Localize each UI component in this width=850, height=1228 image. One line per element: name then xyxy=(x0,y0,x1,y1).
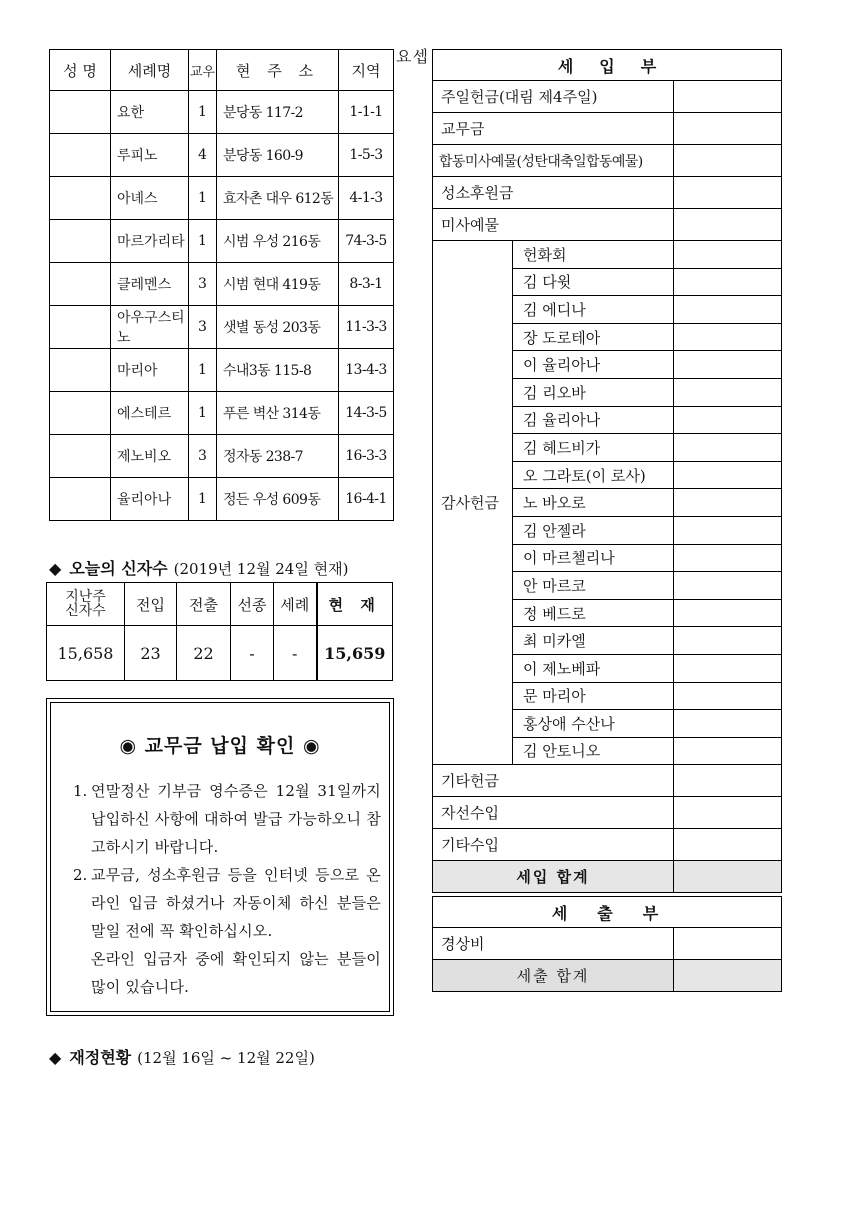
ledger-table xyxy=(432,49,782,992)
member-count: 3 xyxy=(189,306,217,349)
amount-cell xyxy=(674,145,782,177)
stats-header-current: 현 재 xyxy=(317,583,393,626)
expense-total-row xyxy=(433,960,782,992)
col-header-baptismal: 세례명 xyxy=(111,50,189,91)
member-name xyxy=(50,478,111,521)
stats-header-row xyxy=(47,583,393,626)
income-item-label: 성소후원금 xyxy=(433,177,674,209)
stats-header-prev-line1: 지난주 xyxy=(65,589,106,605)
amount-cell xyxy=(674,209,782,241)
stats-header-in: 전입 xyxy=(125,583,177,626)
member-baptismal-name: 요한 xyxy=(111,91,189,134)
amount-cell xyxy=(674,81,782,113)
member-row xyxy=(50,349,394,392)
notice-item-1 xyxy=(73,777,381,861)
stats-header-prev-line2: 신자수 xyxy=(65,603,106,619)
member-region: 13-4-3 xyxy=(339,349,394,392)
member-name xyxy=(50,220,111,263)
member-row xyxy=(50,134,394,177)
amount-cell xyxy=(674,323,782,351)
stats-header-out: 전출 xyxy=(177,583,231,626)
other-income-label: 기타헌금 xyxy=(433,765,674,797)
member-region: 16-4-1 xyxy=(339,478,394,521)
member-name xyxy=(50,306,111,349)
amount-cell xyxy=(674,928,782,960)
notice-item-text: 온라인 입금자 중에 확인되지 않는 분들이 많이 있습니다. xyxy=(91,950,381,996)
member-address: 정든 우성 609동 xyxy=(217,478,339,521)
amount-cell xyxy=(674,489,782,517)
member-region: 16-3-3 xyxy=(339,435,394,478)
member-count: 3 xyxy=(189,435,217,478)
stats-value-baptism: - xyxy=(274,626,317,681)
amount-cell xyxy=(674,682,782,710)
member-address: 푸른 벽산 314동 xyxy=(217,392,339,435)
stats-header-baptism: 세례 xyxy=(274,583,317,626)
member-region: 74-3-5 xyxy=(339,220,394,263)
thanks-donor-name: 김 안토니오 xyxy=(513,737,674,765)
notice-item-number: 2. xyxy=(73,866,88,884)
amount-cell xyxy=(674,737,782,765)
thanks-row xyxy=(433,241,782,269)
stats-value-current: 15,659 xyxy=(317,626,393,681)
member-address: 시범 현대 419동 xyxy=(217,263,339,306)
stats-value-prev: 15,658 xyxy=(47,626,125,681)
other-income-row xyxy=(433,797,782,829)
finance-title: 재정현황 xyxy=(69,1048,132,1067)
finance-period: (12월 16일 ~ 12월 22일) xyxy=(137,1049,315,1067)
expense-item-label: 경상비 xyxy=(433,928,674,960)
thanks-donor-name: 이 제노베파 xyxy=(513,654,674,682)
col-header-count: 교우 xyxy=(189,50,217,91)
finance-heading xyxy=(49,1045,315,1068)
amount-cell xyxy=(674,351,782,379)
member-count: 1 xyxy=(189,91,217,134)
member-region: 1-1-1 xyxy=(339,91,394,134)
other-income-label: 자선수입 xyxy=(433,797,674,829)
member-name xyxy=(50,392,111,435)
thanks-donor-name: 김 에디나 xyxy=(513,296,674,324)
member-row xyxy=(50,263,394,306)
member-row xyxy=(50,478,394,521)
notice-inner-border xyxy=(50,702,390,1012)
member-baptismal-name: 에스테르 xyxy=(111,392,189,435)
amount-cell xyxy=(674,177,782,209)
member-baptismal-name: 마르가리타 xyxy=(111,220,189,263)
notice-item-3 xyxy=(73,945,381,1001)
stats-value-death: - xyxy=(231,626,274,681)
income-row xyxy=(433,145,782,177)
member-baptismal-name: 루피노 xyxy=(111,134,189,177)
expense-header-row xyxy=(433,897,782,928)
stats-value-row xyxy=(47,626,393,681)
member-row xyxy=(50,220,394,263)
amount-cell xyxy=(674,406,782,434)
amount-cell xyxy=(674,113,782,145)
member-count: 1 xyxy=(189,349,217,392)
member-region: 1-5-3 xyxy=(339,134,394,177)
income-row xyxy=(433,113,782,145)
col-header-name: 성 명 xyxy=(50,50,111,91)
member-baptismal-name: 아우구스티노 xyxy=(111,306,189,349)
other-income-label: 기타수입 xyxy=(433,829,674,861)
member-baptismal-name: 클레멘스 xyxy=(111,263,189,306)
amount-cell xyxy=(674,960,782,992)
amount-cell xyxy=(674,241,782,269)
other-income-row xyxy=(433,765,782,797)
thanks-donor-name: 김 율리아나 xyxy=(513,406,674,434)
income-header: 세입부 xyxy=(433,50,782,81)
thanks-offering-label: 감사헌금 xyxy=(433,241,513,765)
member-count: 1 xyxy=(189,177,217,220)
amount-cell xyxy=(674,861,782,893)
member-count: 1 xyxy=(189,392,217,435)
income-item-label: 교무금 xyxy=(433,113,674,145)
member-count: 1 xyxy=(189,478,217,521)
member-row xyxy=(50,392,394,435)
member-baptismal-name: 율리아나 xyxy=(111,478,189,521)
notice-item-2 xyxy=(73,861,381,945)
income-item-label: 주일헌금(대림 제4주일) xyxy=(433,81,674,113)
amount-cell xyxy=(674,516,782,544)
notice-item-number: 1. xyxy=(73,782,88,800)
member-row xyxy=(50,306,394,349)
member-address: 분당동 160-9 xyxy=(217,134,339,177)
member-name xyxy=(50,435,111,478)
member-region: 4-1-3 xyxy=(339,177,394,220)
diamond-bullet-icon: ◆ xyxy=(49,559,62,578)
thanks-donor-name: 안 마르코 xyxy=(513,572,674,600)
notice-item-text: 교무금, 성소후원금 등을 인터넷 등으로 온라인 입금 하셨거나 자동이체 하신 분들은 말일 전에 꼭 확인하십시오. xyxy=(91,866,381,940)
amount-cell xyxy=(674,599,782,627)
expense-header: 세출부 xyxy=(433,897,782,928)
income-total-label: 세입 합계 xyxy=(433,861,674,893)
thanks-donor-name: 홍상애 수산나 xyxy=(513,710,674,738)
member-address: 시범 우성 216동 xyxy=(217,220,339,263)
stats-value-out: 22 xyxy=(177,626,231,681)
other-income-row xyxy=(433,829,782,861)
expense-row xyxy=(433,928,782,960)
thanks-donor-name: 김 헤드비가 xyxy=(513,434,674,462)
page-top-heading: 요셉 xyxy=(396,47,429,66)
member-baptismal-name: 아녜스 xyxy=(111,177,189,220)
thanks-donor-name: 김 다윗 xyxy=(513,268,674,296)
amount-cell xyxy=(674,765,782,797)
member-address: 효자촌 대우 612동 xyxy=(217,177,339,220)
member-name xyxy=(50,349,111,392)
notice-item-text: 연말정산 기부금 영수증은 12월 31일까지 납입하신 사항에 대하여 발급 가능하오니 참고하시기 바랍니다. xyxy=(91,782,381,856)
member-name xyxy=(50,91,111,134)
member-count: 4 xyxy=(189,134,217,177)
member-name xyxy=(50,177,111,220)
amount-cell xyxy=(674,296,782,324)
member-row xyxy=(50,435,394,478)
member-region: 11-3-3 xyxy=(339,306,394,349)
thanks-donor-name: 문 마리아 xyxy=(513,682,674,710)
income-row xyxy=(433,209,782,241)
member-address: 정자동 238-7 xyxy=(217,435,339,478)
amount-cell xyxy=(674,544,782,572)
amount-cell xyxy=(674,829,782,861)
member-count: 1 xyxy=(189,220,217,263)
thanks-donor-name: 노 바오로 xyxy=(513,489,674,517)
thanks-donor-name: 최 미카엘 xyxy=(513,627,674,655)
col-header-address: 현 주 소 xyxy=(217,50,339,91)
believers-heading xyxy=(49,556,348,579)
believers-stats-table xyxy=(46,582,393,681)
income-row xyxy=(433,177,782,209)
member-region: 8-3-1 xyxy=(339,263,394,306)
thanks-donor-name: 김 안젤라 xyxy=(513,516,674,544)
notice-box xyxy=(46,698,394,1016)
expense-total-label: 세출 합계 xyxy=(433,960,674,992)
amount-cell xyxy=(674,572,782,600)
income-total-row xyxy=(433,861,782,893)
thanks-donor-name: 장 도로테아 xyxy=(513,323,674,351)
member-baptismal-name: 마리아 xyxy=(111,349,189,392)
member-address: 분당동 117-2 xyxy=(217,91,339,134)
income-row xyxy=(433,81,782,113)
member-row xyxy=(50,91,394,134)
diamond-bullet-icon: ◆ xyxy=(49,1048,62,1067)
amount-cell xyxy=(674,710,782,738)
stats-header-death: 선종 xyxy=(231,583,274,626)
members-header-row xyxy=(50,50,394,91)
amount-cell xyxy=(674,654,782,682)
amount-cell xyxy=(674,797,782,829)
member-address: 샛별 동성 203동 xyxy=(217,306,339,349)
thanks-donor-name: 헌화회 xyxy=(513,241,674,269)
member-name xyxy=(50,134,111,177)
thanks-donor-name: 정 베드로 xyxy=(513,599,674,627)
income-header-row xyxy=(433,50,782,81)
amount-cell xyxy=(674,627,782,655)
stats-value-in: 23 xyxy=(125,626,177,681)
thanks-donor-name: 이 마르첼리나 xyxy=(513,544,674,572)
thanks-donor-name: 이 율리아나 xyxy=(513,351,674,379)
member-region: 14-3-5 xyxy=(339,392,394,435)
income-item-label: 미사예물 xyxy=(433,209,674,241)
amount-cell xyxy=(674,268,782,296)
thanks-donor-name: 오 그라토(이 로사) xyxy=(513,461,674,489)
member-row xyxy=(50,177,394,220)
thanks-donor-name: 김 리오바 xyxy=(513,378,674,406)
notice-title: ◉ 교무금 납입 확인 ◉ xyxy=(119,735,321,757)
members-table xyxy=(49,49,394,521)
member-baptismal-name: 제노비오 xyxy=(111,435,189,478)
amount-cell xyxy=(674,434,782,462)
amount-cell xyxy=(674,461,782,489)
member-name xyxy=(50,263,111,306)
believers-title: 오늘의 신자수 xyxy=(69,559,168,578)
believers-date: (2019년 12월 24일 현재) xyxy=(173,560,349,578)
member-address: 수내3동 115-8 xyxy=(217,349,339,392)
col-header-region: 지역 xyxy=(339,50,394,91)
stats-header-prev xyxy=(47,583,125,626)
income-item-label: 합동미사예물(성탄대축일합동예물) xyxy=(433,145,674,177)
amount-cell xyxy=(674,378,782,406)
member-count: 3 xyxy=(189,263,217,306)
